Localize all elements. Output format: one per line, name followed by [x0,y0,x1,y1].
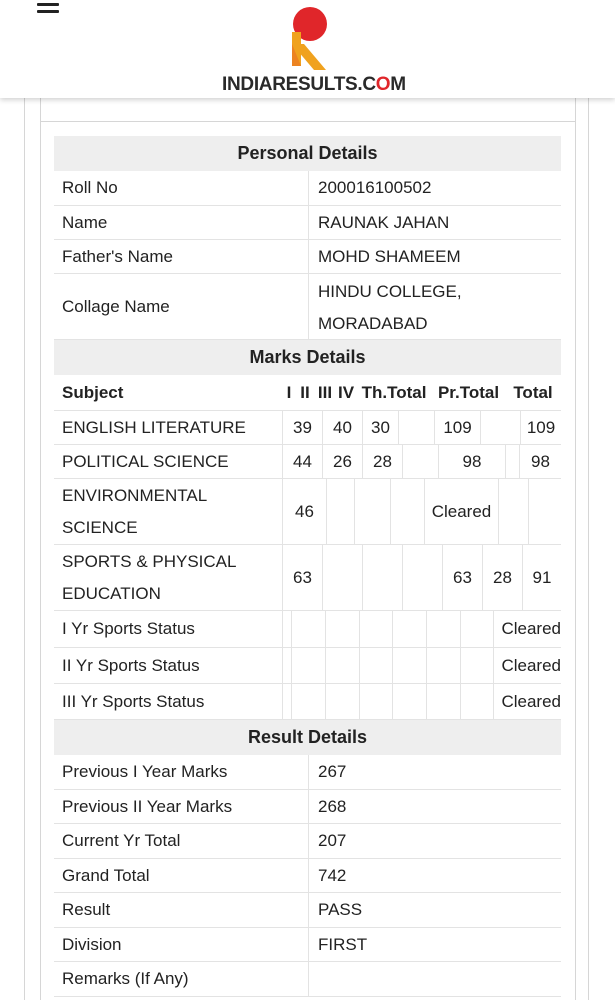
sports-status-row-1 [54,611,561,648]
frame-divider [40,121,576,122]
total: 109 [520,411,561,444]
sports-status-row-2 [54,648,561,684]
subject-header: Subject [62,382,124,402]
marks-ii: 26 [322,445,362,478]
marks-iii [354,479,390,544]
roll-no-label: Roll No [54,171,309,205]
status-label: I Yr Sports Status [62,619,195,638]
result-row [54,893,561,928]
marks-iv [398,411,434,444]
name-label: Name [54,206,309,239]
status-value: Cleared [493,648,561,683]
marks-details-heading: Marks Details [54,340,561,375]
result-table [54,136,561,997]
sports-status-row-3 [54,684,561,720]
marks-ii [326,479,354,544]
marks-i: 39 [282,411,322,444]
result-value: 268 [318,796,347,816]
subject-name-line1: SPORTS & PHYSICAL [62,552,237,571]
result-row [54,824,561,859]
result-label: Result [54,893,309,927]
marks-i: 63 [282,545,322,610]
practical-total: 28 [482,545,522,610]
roll-no-value: 200016100502 [318,178,432,197]
result-row [54,790,561,824]
logo-mark-icon [286,4,330,74]
subject-row-political-science [54,445,561,479]
result-label: Previous II Year Marks [54,790,309,823]
fathers-name-value: MOHD SHAMEEM [318,246,461,266]
subject-name-line2: SCIENCE [62,518,138,537]
result-label: Division [54,928,309,961]
practical-total [505,445,519,478]
result-details-heading: Result Details [54,720,561,755]
college-name-line1: HINDU COLLEGE, [318,282,462,301]
subject-row-english [54,411,561,445]
result-label: Grand Total [54,859,309,892]
hamburger-menu-icon[interactable] [37,0,59,12]
subject-row-sports-physical-education [54,545,561,611]
marks-header-row [54,375,561,411]
logo-text: INDIARESULTS.COM [222,74,406,95]
total: 98 [519,445,561,478]
subject-row-environmental-science [54,479,561,545]
result-value: 742 [318,865,347,885]
marks-iv [402,445,438,478]
personal-details-heading: Personal Details [54,136,561,171]
marks-i: 46 [282,479,326,544]
marks-iv [390,479,424,544]
status-value: Cleared [493,684,561,719]
site-header [0,0,615,98]
col-i-header: I [286,382,292,402]
result-row [54,962,561,997]
result-label: Current Yr Total [54,824,309,858]
marks-iii [362,545,402,610]
result-value: 207 [318,831,347,850]
theory-total: Cleared [424,479,498,544]
theory-total: 98 [438,445,505,478]
name-row [54,206,561,240]
col-theory-total-header: Th.Total [361,382,427,402]
fathers-name-label: Father's Name [54,240,309,273]
col-practical-total-header: Pr.Total [437,382,500,402]
subject-name-line1: ENVIRONMENTAL [62,486,208,505]
result-row [54,928,561,962]
col-iv-header: IV [337,382,355,402]
subject-name [54,545,282,610]
result-value: 267 [318,762,347,781]
theory-total: 63 [442,545,482,610]
marks-ii: 40 [322,411,362,444]
result-label: Remarks (If Any) [54,962,309,996]
result-value: FIRST [318,934,368,954]
status-label: II Yr Sports Status [62,655,200,675]
practical-total [480,411,520,444]
status-label: III Yr Sports Status [62,691,205,711]
name-value: RAUNAK JAHAN [318,212,450,232]
total: 91 [522,545,561,610]
college-name-label: Collage Name [54,274,309,339]
result-row [54,859,561,893]
theory-total: 109 [434,411,480,444]
subject-name-line2: EDUCATION [62,584,161,603]
marks-i: 44 [282,445,322,478]
marks-iii: 30 [362,411,398,444]
total [528,479,561,544]
marks-iv [402,545,442,610]
college-name-row [54,274,561,340]
result-row [54,755,561,790]
result-label: Previous I Year Marks [54,755,309,789]
subject-name: POLITICAL SCIENCE [62,451,229,471]
col-iii-header: III [317,382,333,402]
marks-ii [322,545,362,610]
subject-name [54,479,282,544]
indiaresults-logo[interactable] [222,4,406,95]
result-value [309,962,561,996]
subject-name: ENGLISH LITERATURE [62,417,246,437]
roll-no-row [54,171,561,206]
col-ii-header: II [300,382,310,402]
practical-total [498,479,528,544]
result-value: PASS [318,900,363,919]
col-total-header: Total [513,382,553,402]
marks-iii: 28 [362,445,402,478]
status-value: Cleared [493,611,561,647]
college-name-line2: MORADABAD [318,314,428,333]
fathers-name-row [54,240,561,274]
